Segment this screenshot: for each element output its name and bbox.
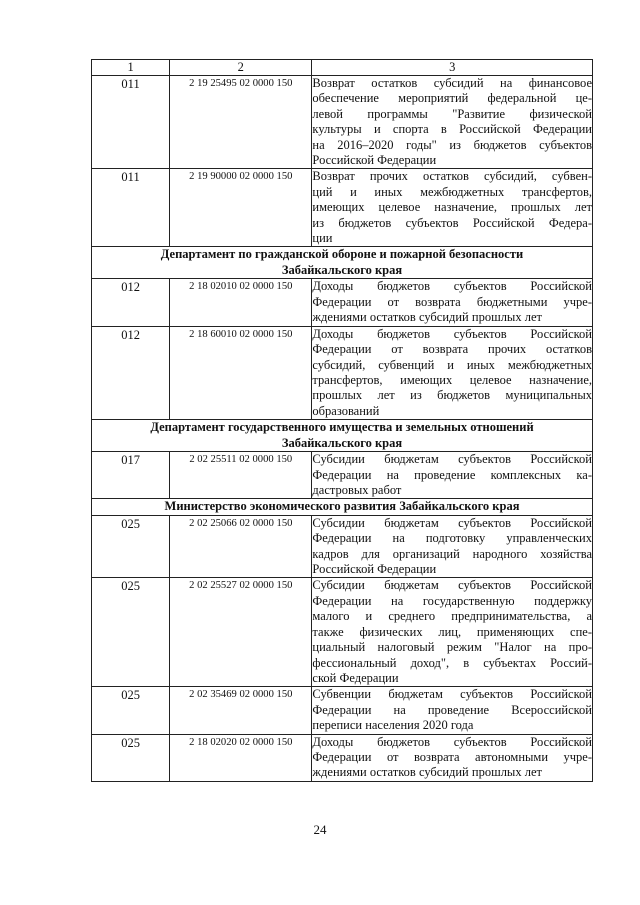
department-heading (92, 247, 593, 279)
revenue-description (312, 515, 593, 578)
description-line: Доходы бюджетов субъектов Российской (312, 734, 592, 749)
table-row (92, 687, 593, 734)
description-line: Федерации на проведение комплексных ка- (312, 467, 592, 482)
table-row (92, 515, 593, 578)
department-heading-line: Забайкальского края (281, 262, 403, 277)
page-number: 24 (313, 822, 327, 837)
budget-classification-code: 2 02 35469 02 0000 150 (170, 687, 312, 734)
description-line: переписи населения 2020 года (312, 718, 474, 733)
column-3-header: 3 (312, 60, 593, 76)
budget-classification-code: 2 19 25495 02 0000 150 (170, 76, 312, 169)
description-line: Субвенции бюджетам субъектов Российской (312, 687, 592, 702)
administrator-code: 025 (92, 515, 170, 578)
revenue-description (312, 279, 593, 326)
budget-code-table (91, 59, 593, 782)
administrator-code: 012 (92, 279, 170, 326)
administrator-code: 011 (92, 169, 170, 247)
description-line: Доходы бюджетов субъектов Российской (312, 326, 592, 341)
description-line: Субсидии бюджетам субъектов Российской (312, 515, 592, 530)
table-row (92, 279, 593, 326)
description-line: культуры и спорта в Российской Федерации (312, 122, 592, 137)
description-line: Российской Федерации (312, 153, 437, 168)
description-line: Федерации от возврата автономными учре- (312, 749, 592, 764)
administrator-code: 011 (92, 76, 170, 169)
administrator-code: 025 (92, 687, 170, 734)
description-line: Субсидии бюджетам субъектов Российской (312, 452, 592, 467)
description-line: Федерации на проведение Всероссийской (312, 702, 592, 717)
table-row (92, 169, 593, 247)
description-line: Доходы бюджетов субъектов Российской (312, 279, 592, 294)
description-line: имеющих целевое назначение, прошлых лет (312, 200, 592, 215)
revenue-description (312, 169, 593, 247)
description-line: ждениями остатков субсидий прошлых лет (312, 765, 542, 780)
description-line: также физических лиц, применяющих спе- (312, 624, 592, 639)
column-2-header: 2 (170, 60, 312, 76)
department-heading (92, 499, 593, 516)
budget-classification-code: 2 02 25527 02 0000 150 (170, 578, 312, 687)
description-line: кадров для организаций народного хозяйства (312, 546, 592, 561)
description-line: ждениями остатков субсидий прошлых лет (312, 310, 542, 325)
description-line: Федерации от возврата бюджетными учре- (312, 294, 592, 309)
table-row (92, 578, 593, 687)
department-heading-row (92, 247, 593, 279)
administrator-code: 017 (92, 452, 170, 499)
department-heading-line: Министерство экономического развития Забайкальского края (164, 499, 520, 514)
description-line: субсидий, субвенций и иных межбюджетных (312, 357, 592, 372)
description-line: Российской Федерации (312, 562, 437, 577)
description-line: из бюджетов субъектов Российской Федера- (312, 215, 592, 230)
department-heading-row (92, 499, 593, 516)
administrator-code: 012 (92, 326, 170, 419)
administrator-code: 025 (92, 578, 170, 687)
department-heading-line: Департамент по гражданской обороне и пожарной безопасности (160, 247, 524, 262)
table-row (92, 326, 593, 419)
table-row (92, 452, 593, 499)
description-line: Федерации на подготовку управленческих (312, 531, 592, 546)
description-line: ской Федерации (312, 670, 399, 685)
description-line: образований (312, 403, 380, 418)
table-row (92, 734, 593, 781)
description-line: Субсидии бюджетам субъектов Российской (312, 578, 592, 593)
budget-classification-code: 2 18 60010 02 0000 150 (170, 326, 312, 419)
description-line: ций и иных межбюджетных трансфертов, (312, 184, 592, 199)
department-heading-line: Департамент государственного имущества и земельных отношений (150, 420, 534, 435)
description-line: циальный налоговый режим "Налог на про- (312, 640, 592, 655)
revenue-description (312, 687, 593, 734)
description-line: прошлых лет из бюджетов муниципальных (312, 388, 592, 403)
revenue-description (312, 76, 593, 169)
description-line: Федерации на государственную поддержку (312, 593, 592, 608)
administrator-code: 025 (92, 734, 170, 781)
description-line: фессиональный доход", в субъектах Россий- (312, 655, 592, 670)
description-line: дастровых работ (312, 482, 402, 497)
department-heading (92, 420, 593, 452)
revenue-description (312, 734, 593, 781)
column-1-header: 1 (92, 60, 170, 76)
description-line: обеспечение мероприятий федеральной це- (312, 91, 592, 106)
description-line: левой программы "Развитие физической (312, 106, 592, 121)
description-line: трансфертов, имеющих целевое назначение, (312, 372, 592, 387)
revenue-description (312, 326, 593, 419)
department-heading-line: Забайкальского края (281, 435, 403, 450)
department-heading-row (92, 420, 593, 452)
revenue-description (312, 452, 593, 499)
budget-classification-code: 2 18 02010 02 0000 150 (170, 279, 312, 326)
budget-classification-code: 2 19 90000 02 0000 150 (170, 169, 312, 247)
description-line: ции (312, 231, 333, 246)
table-row (92, 76, 593, 169)
budget-classification-code: 2 18 02020 02 0000 150 (170, 734, 312, 781)
description-line: на 2016–2020 годы" из бюджетов субъектов (312, 137, 592, 152)
revenue-description (312, 578, 593, 687)
budget-classification-code: 2 02 25511 02 0000 150 (170, 452, 312, 499)
description-line: Федерации от возврата прочих остатков (312, 342, 592, 357)
description-line: малого и среднего предпринимательства, а (312, 609, 592, 624)
description-line: Возврат остатков субсидий на финансовое (312, 76, 592, 90)
description-line: Возврат прочих остатков субсидий, субвен- (312, 169, 592, 184)
budget-classification-code: 2 02 25066 02 0000 150 (170, 515, 312, 578)
table-body (92, 60, 593, 782)
column-number-row (92, 60, 593, 76)
